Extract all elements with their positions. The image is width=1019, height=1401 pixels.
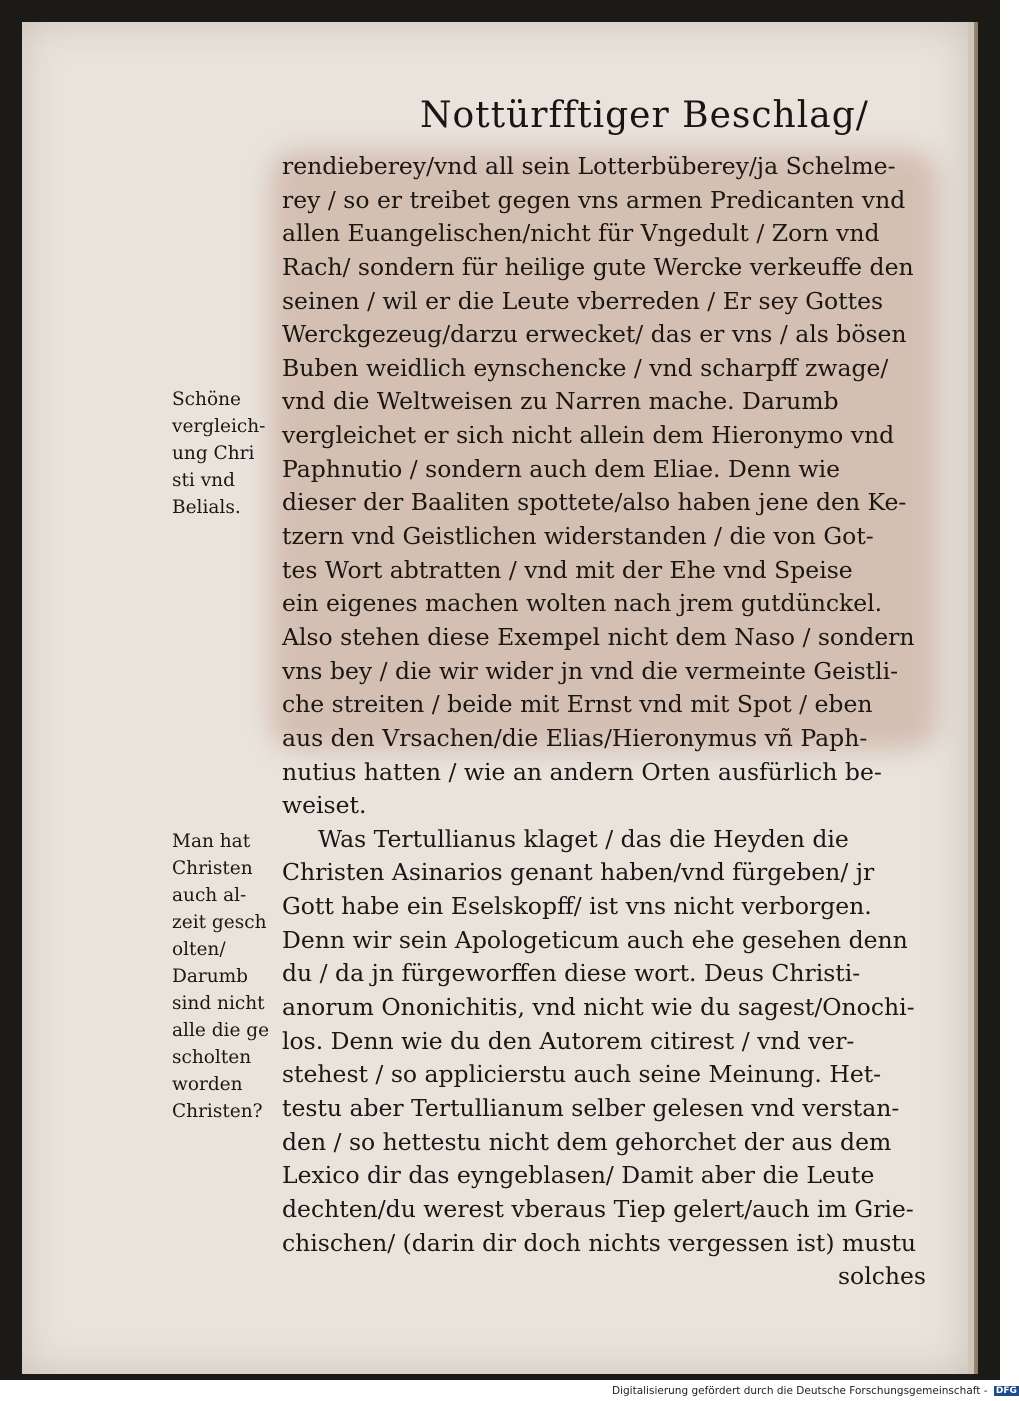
margin-line: Belials. bbox=[172, 497, 241, 518]
text-line: ein eigenes machen wolten nach jrem gutdünckel. bbox=[282, 589, 883, 618]
text-line: seinen / wil er die Leute vberreden / Er sey Gottes bbox=[282, 286, 884, 315]
margin-line: Christen bbox=[172, 858, 253, 879]
text-line: testu aber Tertullianum selber gelesen vnd verstan- bbox=[282, 1093, 900, 1122]
text-line: Buben weidlich eynschencke / vnd scharpff zwage/ bbox=[282, 353, 889, 382]
text-line: rey / so er treibet gegen vns armen Predicanten vnd bbox=[282, 185, 906, 214]
text-line: chischen/ (darin dir doch nichts vergessen ist) mustu bbox=[282, 1228, 917, 1257]
margin-line: sind nicht bbox=[172, 993, 265, 1014]
text-line: los. Denn wie du den Autorem citirest / vnd ver- bbox=[282, 1026, 855, 1055]
text-line: allen Euangelischen/nicht für Vngedult / Zorn vnd bbox=[282, 219, 880, 248]
text-line: Gott habe ein Eselskopff/ ist vns nicht verborgen. bbox=[282, 892, 872, 921]
text-line: vergleichet er sich nicht allein dem Hieronymo vnd bbox=[282, 421, 895, 450]
body-text bbox=[282, 150, 932, 1294]
text-line: aus den Vrsachen/die Elias/Hieronymus vñ Paph- bbox=[282, 723, 868, 752]
margin-note-christians bbox=[172, 828, 276, 1125]
text-line: Werckgezeug/darzu erwecket/ das er vns / als bösen bbox=[282, 320, 907, 349]
margin-line: vergleich- bbox=[172, 416, 266, 437]
margin-line: alle die ge bbox=[172, 1020, 270, 1041]
text-line: rendieberey/vnd all sein Lotterbüberey/ja Schelme- bbox=[282, 152, 896, 180]
margin-line: scholten bbox=[172, 1047, 252, 1068]
margin-line: sti vnd bbox=[172, 470, 235, 491]
margin-line: Darumb bbox=[172, 966, 249, 987]
margin-line: ung Chri bbox=[172, 443, 255, 464]
text-line: Was Tertullianus klaget / das die Heyden die bbox=[318, 824, 849, 853]
text-line: tzern vnd Geistlichen widerstanden / die von Got- bbox=[282, 522, 874, 551]
text-line: Paphnutio / sondern auch dem Eliae. Denn wie bbox=[282, 454, 840, 483]
text-line: tes Wort abtratten / vnd mit der Ehe vnd Speise bbox=[282, 555, 853, 584]
credit-text: Digitalisierung gefördert durch die Deutsche Forschungsgemeinschaft - bbox=[612, 1385, 988, 1397]
margin-line: olten/ bbox=[172, 939, 226, 960]
text-line: Christen Asinarios genant haben/vnd fürgeben/ jr bbox=[282, 858, 875, 887]
margin-line: worden bbox=[172, 1074, 243, 1095]
text-line: dechten/du werest vberaus Tiep gelert/auch im Grie- bbox=[282, 1194, 914, 1223]
margin-line: zeit gesch bbox=[172, 912, 267, 933]
text-line: anorum Ononichitis, vnd nicht wie du sagest/Onochi- bbox=[282, 993, 915, 1022]
text-line: nutius hatten / wie an andern Orten ausfürlich be- bbox=[282, 757, 882, 786]
margin-line: Christen? bbox=[172, 1101, 263, 1122]
text-line: Rach/ sondern für heilige gute Wercke verkeuffe den bbox=[282, 252, 914, 281]
text-line: dieser der Baaliten spottete/also haben jene den Ke- bbox=[282, 488, 907, 517]
text-line: vnd die Weltweisen zu Narren mache. Darumb bbox=[282, 387, 839, 416]
text-line: vns bey / die wir wider jn vnd die vermeinte Geistli- bbox=[282, 656, 899, 685]
margin-line: Schöne bbox=[172, 389, 241, 410]
dfg-logo: DFG bbox=[995, 1386, 1017, 1396]
text-line: den / so hettestu nicht dem gehorchet der aus dem bbox=[282, 1127, 892, 1156]
text-line: Also stehen diese Exempel nicht dem Naso / sondern bbox=[282, 622, 915, 651]
digitization-credit bbox=[612, 1385, 1017, 1397]
text-line: du / da jn fürgeworffen diese wort. Deus Christi- bbox=[282, 959, 861, 988]
margin-line: Man hat bbox=[172, 831, 251, 852]
text-line: weiset. bbox=[282, 791, 367, 820]
running-header: Nottürfftiger Beschlag/ bbox=[420, 95, 869, 136]
margin-note-comparison bbox=[172, 386, 276, 521]
margin-line: auch al- bbox=[172, 885, 247, 906]
text-line: che streiten / beide mit Ernst vnd mit Spot / eben bbox=[282, 690, 873, 719]
text-line: stehest / so applicierstu auch seine Meinung. Het- bbox=[282, 1060, 882, 1089]
text-line: solches bbox=[838, 1262, 926, 1291]
text-line: Denn wir sein Apologeticum auch ehe gesehen denn bbox=[282, 925, 908, 954]
text-line: Lexico dir das eyngeblasen/ Damit aber die Leute bbox=[282, 1161, 875, 1190]
